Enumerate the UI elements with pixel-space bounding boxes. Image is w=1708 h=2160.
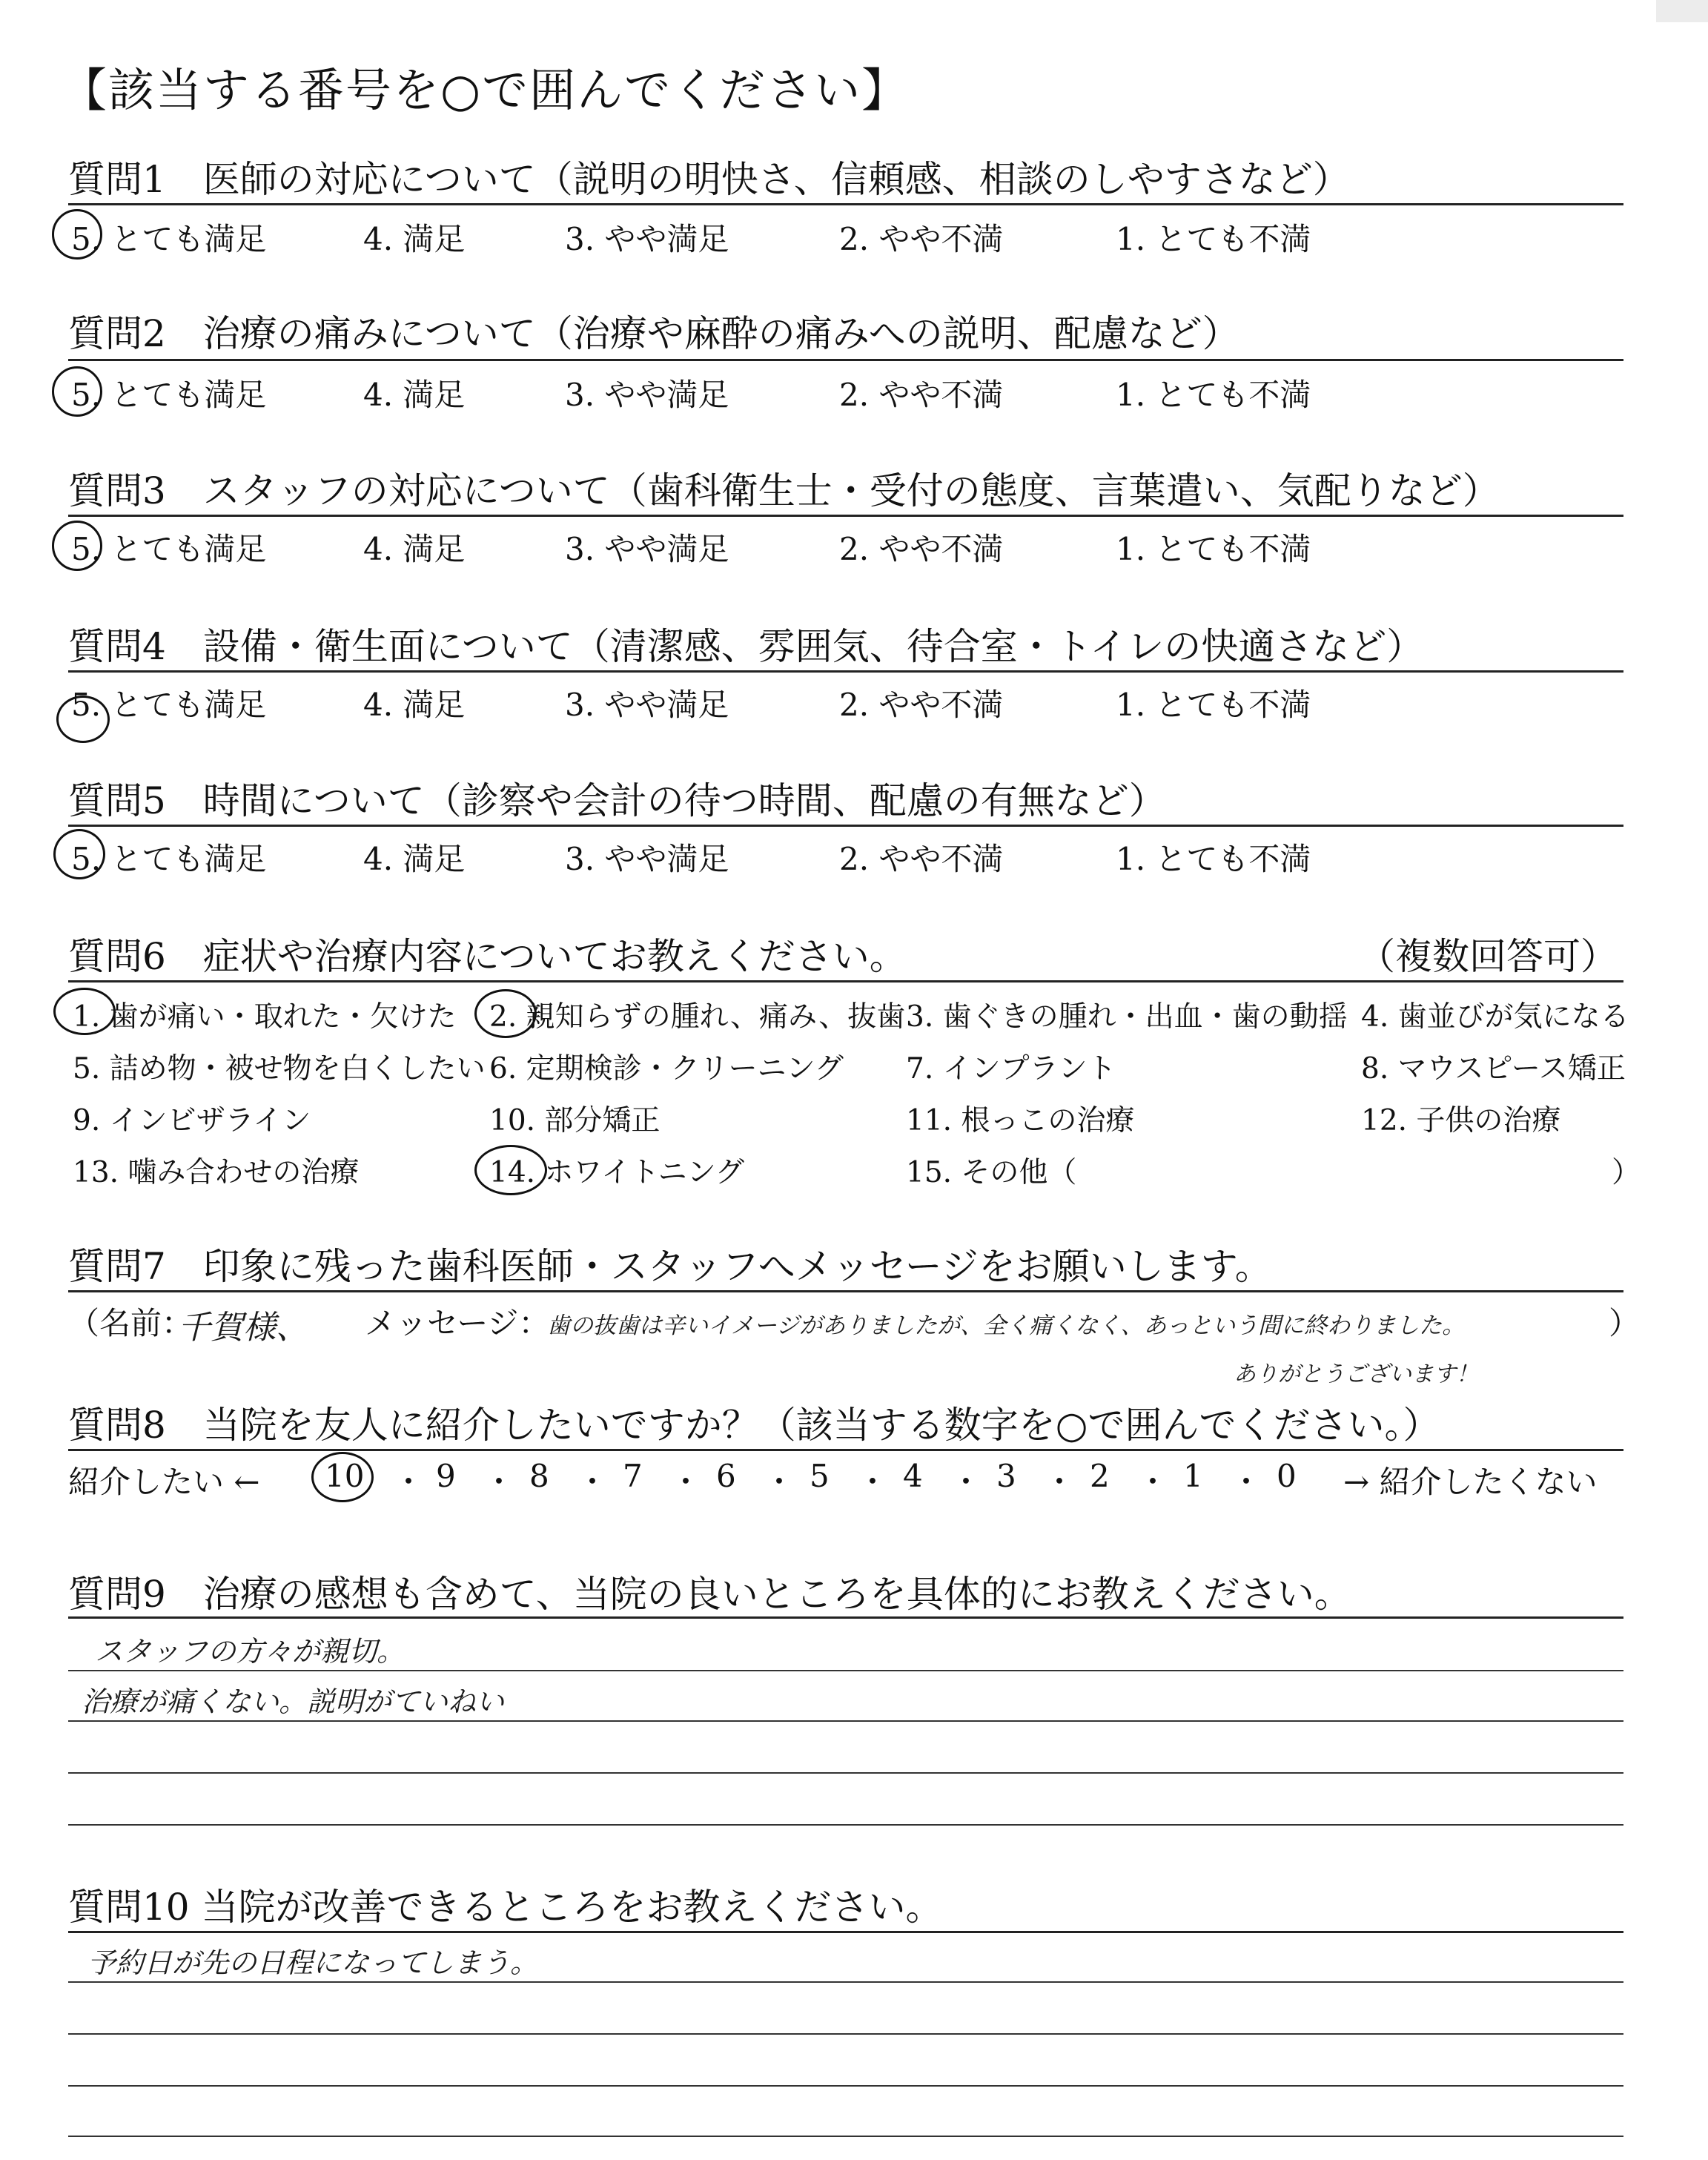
q4-option-2[interactable]: 2. やや不満 bbox=[839, 687, 1004, 723]
q5-rule bbox=[68, 825, 1623, 827]
q8-sep: ・ bbox=[857, 1464, 889, 1500]
q6-answer-circle-1 bbox=[53, 988, 116, 1035]
q7-message-label: メッセージ： bbox=[365, 1305, 550, 1341]
q5-option-3[interactable]: 3. やや満足 bbox=[565, 841, 729, 877]
q8-score-9[interactable]: 9 bbox=[436, 1458, 456, 1494]
q2-option-4[interactable]: 4. 満足 bbox=[363, 377, 466, 413]
q3-rule bbox=[68, 515, 1623, 517]
q8-sep: ・ bbox=[670, 1464, 702, 1500]
q8-right-label: → 紹介したくない bbox=[1343, 1464, 1598, 1500]
q1-answer-circle bbox=[52, 209, 102, 260]
q2-option-2[interactable]: 2. やや不満 bbox=[839, 377, 1004, 413]
q7-name-handwritten[interactable]: 千賀様、 bbox=[178, 1309, 308, 1347]
q6-answer-circle-14 bbox=[474, 1145, 547, 1195]
q6-rule bbox=[68, 980, 1623, 982]
q8-score-10[interactable]: 10 bbox=[325, 1458, 365, 1494]
q8-sep: ・ bbox=[764, 1464, 795, 1500]
q7-message-handwritten-line2[interactable]: ありがとうございます！ bbox=[1234, 1361, 1478, 1387]
q10-title: 質問10 当院が改善できるところをお教えください。 bbox=[68, 1886, 943, 1929]
q5-option-1[interactable]: 1. とても不満 bbox=[1116, 841, 1311, 877]
q9-writing-line bbox=[68, 1670, 1623, 1671]
q6-option-9[interactable]: 9. インビザライン bbox=[73, 1104, 311, 1137]
scan-edge bbox=[1656, 0, 1708, 22]
q7-rule bbox=[68, 1290, 1623, 1292]
q4-option-3[interactable]: 3. やや満足 bbox=[565, 687, 729, 723]
q4-answer-circle bbox=[56, 696, 110, 743]
q8-sep: ・ bbox=[483, 1464, 515, 1500]
q9-rule bbox=[68, 1616, 1623, 1619]
q8-sep: ・ bbox=[1044, 1464, 1076, 1500]
q6-option-1[interactable]: 1. 歯が痛い・取れた・欠けた bbox=[73, 1000, 457, 1034]
q9-writing-line bbox=[68, 1824, 1623, 1826]
q8-score-0[interactable]: 0 bbox=[1277, 1458, 1297, 1494]
q8-answer-circle bbox=[311, 1452, 374, 1502]
q10-answer-line1[interactable]: 予約日が先の日程になってしまう。 bbox=[87, 1946, 539, 1979]
q6-option-14[interactable]: 14. ホワイトニング bbox=[489, 1156, 744, 1189]
q9-answer-line1[interactable]: スタッフの方々が親切。 bbox=[95, 1635, 406, 1668]
q1-option-2[interactable]: 2. やや不満 bbox=[839, 221, 1004, 257]
q1-option-1[interactable]: 1. とても不満 bbox=[1116, 221, 1311, 257]
q7-title: 質問7 印象に残った歯科医師・スタッフへメッセージをお願いします。 bbox=[68, 1245, 1272, 1288]
q3-option-3[interactable]: 3. やや満足 bbox=[565, 531, 729, 567]
q3-option-4[interactable]: 4. 満足 bbox=[363, 531, 466, 567]
q4-option-1[interactable]: 1. とても不満 bbox=[1116, 687, 1311, 723]
q5-option-5[interactable]: 5. とても満足 bbox=[71, 841, 267, 877]
q6-other-close: ） bbox=[1612, 1156, 1641, 1189]
q4-option-4[interactable]: 4. 満足 bbox=[363, 687, 466, 723]
q8-sep: ・ bbox=[393, 1464, 425, 1500]
q8-score-4[interactable]: 4 bbox=[903, 1458, 923, 1494]
q2-rule bbox=[68, 359, 1623, 361]
q2-title: 質問2 治療の痛みについて（治療や麻酔の痛みへの説明、配慮など） bbox=[68, 312, 1239, 355]
q6-note: （複数回答可） bbox=[1358, 935, 1618, 978]
q5-option-2[interactable]: 2. やや不満 bbox=[839, 841, 1004, 877]
q7-close-paren: ） bbox=[1609, 1305, 1641, 1341]
q10-rule bbox=[68, 1931, 1623, 1933]
q6-answer-circle-2 bbox=[474, 989, 537, 1038]
q6-option-12[interactable]: 12. 子供の治療 bbox=[1361, 1104, 1561, 1137]
q7-name-label: （名前： bbox=[68, 1305, 193, 1341]
q4-rule bbox=[68, 670, 1623, 673]
q10-writing-line bbox=[68, 2136, 1623, 2137]
q6-option-5[interactable]: 5. 詰め物・被せ物を白くしたい bbox=[73, 1052, 486, 1086]
q1-option-5[interactable]: 5. とても満足 bbox=[71, 221, 267, 257]
q7-message-handwritten[interactable]: 歯の抜歯は辛いイメージがありましたが、全く痛くなく、あっという間に終わりました。 bbox=[547, 1312, 1466, 1339]
q10-writing-line bbox=[68, 2033, 1623, 2035]
q9-writing-line bbox=[68, 1772, 1623, 1774]
q3-option-1[interactable]: 1. とても不満 bbox=[1116, 531, 1311, 567]
q8-sep: ・ bbox=[577, 1464, 609, 1500]
q8-score-6[interactable]: 6 bbox=[716, 1458, 736, 1494]
q1-option-3[interactable]: 3. やや満足 bbox=[565, 221, 729, 257]
q4-title: 質問4 設備・衛生面について（清潔感、雰囲気、待合室・トイレの快適さなど） bbox=[68, 625, 1424, 668]
q6-option-2[interactable]: 2. 親知らずの腫れ、痛み、抜歯 bbox=[489, 1000, 906, 1034]
q6-option-13[interactable]: 13. 噛み合わせの治療 bbox=[73, 1156, 360, 1189]
q2-option-5[interactable]: 5. とても満足 bbox=[71, 377, 267, 413]
q9-title: 質問9 治療の感想も含めて、当院の良いところを具体的にお教えください。 bbox=[68, 1573, 1351, 1616]
q6-option-8[interactable]: 8. マウスピース矯正 bbox=[1361, 1052, 1626, 1086]
q6-title: 質問6 症状や治療内容についてお教えください。 bbox=[68, 935, 907, 978]
q10-writing-line bbox=[68, 2085, 1623, 2087]
q5-answer-circle bbox=[53, 829, 105, 879]
q2-option-3[interactable]: 3. やや満足 bbox=[565, 377, 729, 413]
q5-title: 質問5 時間について（診察や会計の待つ時間、配慮の有無など） bbox=[68, 779, 1166, 822]
q1-rule bbox=[68, 203, 1623, 205]
q6-option-7[interactable]: 7. インプラント bbox=[906, 1052, 1116, 1086]
q6-option-4[interactable]: 4. 歯並びが気になる bbox=[1361, 1000, 1629, 1034]
q3-option-5[interactable]: 5. とても満足 bbox=[71, 531, 267, 567]
q8-sep: ・ bbox=[1231, 1464, 1262, 1500]
form-header: 【該当する番号を○で囲んでください】 bbox=[61, 63, 910, 117]
q8-rule bbox=[68, 1449, 1623, 1451]
q8-sep: ・ bbox=[1137, 1464, 1169, 1500]
q3-option-2[interactable]: 2. やや不満 bbox=[839, 531, 1004, 567]
q6-option-11[interactable]: 11. 根っこの治療 bbox=[906, 1104, 1135, 1137]
q8-title: 質問8 当院を友人に紹介したいですか？（該当する数字を○で囲んでください。） bbox=[68, 1404, 1440, 1447]
q8-left-label: 紹介したい ← bbox=[68, 1464, 260, 1500]
q3-title: 質問3 スタッフの対応について（歯科衛生士・受付の態度、言葉遣い、気配りなど） bbox=[68, 469, 1500, 512]
q10-writing-line bbox=[68, 1981, 1623, 1983]
q5-option-4[interactable]: 4. 満足 bbox=[363, 841, 466, 877]
q1-title: 質問1 医師の対応について（説明の明快さ、信頼感、相談のしやすさなど） bbox=[68, 158, 1350, 201]
q6-option-3[interactable]: 3. 歯ぐきの腫れ・出血・歯の動揺 bbox=[906, 1000, 1348, 1034]
q8-score-3[interactable]: 3 bbox=[996, 1458, 1016, 1494]
q9-answer-line2[interactable]: 治療が痛くない。説明がていねい bbox=[82, 1685, 505, 1718]
q6-option-10[interactable]: 10. 部分矯正 bbox=[489, 1104, 661, 1137]
q1-option-4[interactable]: 4. 満足 bbox=[363, 221, 466, 257]
q8-sep: ・ bbox=[950, 1464, 982, 1500]
q2-answer-circle bbox=[52, 366, 102, 417]
q9-writing-line bbox=[68, 1720, 1623, 1722]
q3-answer-circle bbox=[52, 521, 102, 571]
q8-score-1[interactable]: 1 bbox=[1183, 1458, 1203, 1494]
q8-score-8[interactable]: 8 bbox=[529, 1458, 549, 1494]
q8-score-7[interactable]: 7 bbox=[623, 1458, 643, 1494]
q6-option-15[interactable]: 15. その他（ bbox=[906, 1156, 1077, 1189]
q4-option-5[interactable]: 5. とても満足 bbox=[71, 687, 267, 723]
q2-option-1[interactable]: 1. とても不満 bbox=[1116, 377, 1311, 413]
q6-option-6[interactable]: 6. 定期検診・クリーニング bbox=[489, 1052, 844, 1086]
q8-score-2[interactable]: 2 bbox=[1090, 1458, 1110, 1494]
q8-score-5[interactable]: 5 bbox=[810, 1458, 830, 1494]
